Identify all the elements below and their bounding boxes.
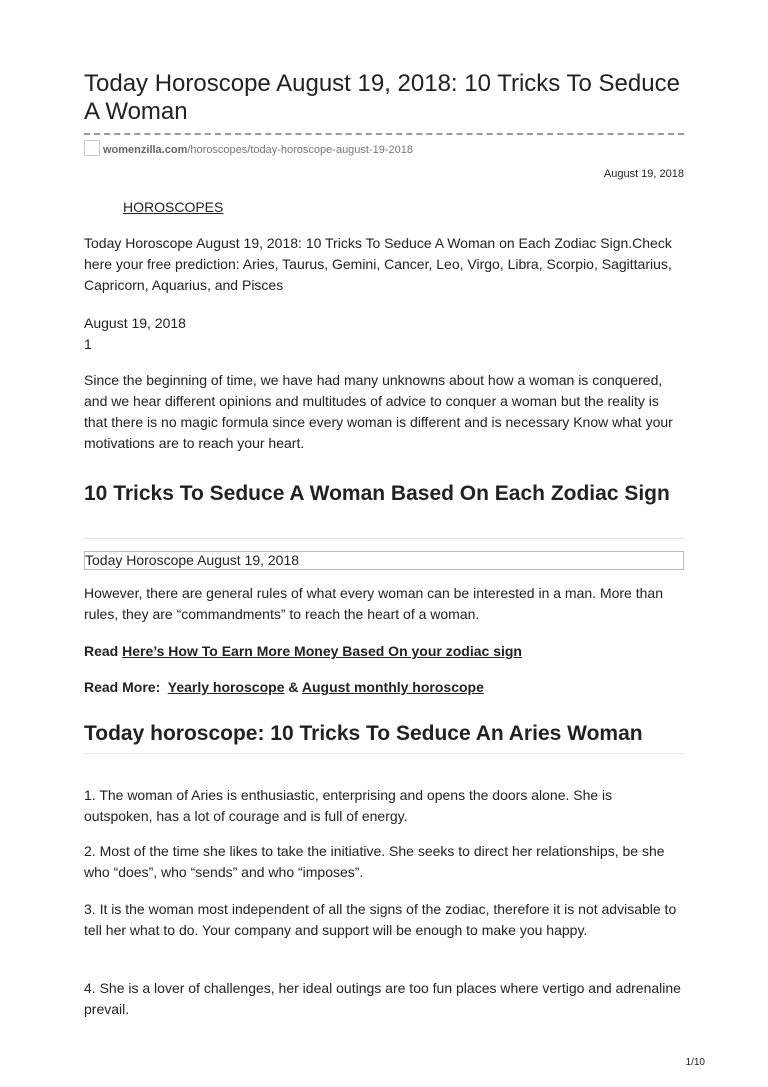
source-path: /horoscopes/today-horoscope-august-19-2018 — [187, 144, 414, 156]
intro-paragraph: Today Horoscope August 19, 2018: 10 Tricks To Seduce A Woman on Each Zodiac Sign.Check here your free prediction: Aries, Taurus, Gemini, Cancer, Leo, Virgo, Libra, Scorpio, Sagittarius, Capricorn, Aquarius, and Pisces — [84, 235, 672, 293]
title-divider — [84, 133, 684, 135]
category-link[interactable]: HOROSCOPES — [123, 199, 224, 215]
section-heading-aries: Today horoscope: 10 Tricks To Seduce An Aries Woman — [84, 722, 643, 745]
meta-date: August 19, 2018 — [84, 315, 186, 331]
paragraph-intro-body: Since the beginning of time, we have had many unknowns about how a woman is conquered, and we hear different opinions and multitudes of advice to conquer a woman but the reality is that there is no magic formula since every woman is different and is necessary Know what your motivations are to reach your heart. — [84, 372, 673, 451]
page-number: 1/10 — [685, 1057, 705, 1068]
image-caption: Today Horoscope August 19, 2018 — [84, 551, 684, 570]
header-date: August 19, 2018 — [603, 168, 684, 180]
source-domain: womenzilla.com — [103, 144, 188, 156]
money-zodiac-link[interactable]: Here’s How To Earn More Money Based On your zodiac sign — [122, 643, 522, 659]
section-heading-zodiac: 10 Tricks To Seduce A Woman Based On Each Zodiac Sign — [84, 482, 670, 505]
monthly-horoscope-link[interactable]: August monthly horoscope — [301, 679, 484, 695]
read-label: Read — [84, 643, 119, 659]
yearly-horoscope-link[interactable]: Yearly horoscope — [167, 679, 285, 695]
heading-divider — [84, 753, 684, 754]
favicon-icon — [84, 140, 100, 156]
page-title: Today Horoscope August 19, 2018: 10 Tricks To Seduce A Woman — [84, 70, 680, 125]
tip-item: 2. Most of the time she likes to take the initiative. She seeks to direct her relationships, be she who “does”, who “sends” and who “imposes”. — [84, 843, 665, 880]
read-line — [84, 643, 522, 659]
heading-divider — [84, 538, 684, 539]
source-url[interactable] — [103, 144, 413, 156]
read-more-label: Read More: — [84, 679, 161, 695]
comment-count[interactable]: 1 — [84, 336, 92, 352]
read-more-line — [84, 679, 484, 695]
tip-item: 3. It is the woman most independent of all the signs of the zodiac, therefore it is not advisable to tell her what to do. Your company and support will be enough to make you happy. — [84, 901, 677, 938]
tip-item: 4. She is a lover of challenges, her ideal outings are too fun places where vertigo and adrenaline prevail. — [84, 980, 681, 1017]
paragraph-rules: However, there are general rules of what every woman can be interested in a man. More than rules, they are “commandments” to reach the heart of a woman. — [84, 585, 663, 622]
tip-item: 1. The woman of Aries is enthusiastic, enterprising and opens the doors alone. She is outspoken, has a lot of courage and is full of energy. — [84, 787, 613, 824]
ampersand: & — [288, 679, 299, 695]
